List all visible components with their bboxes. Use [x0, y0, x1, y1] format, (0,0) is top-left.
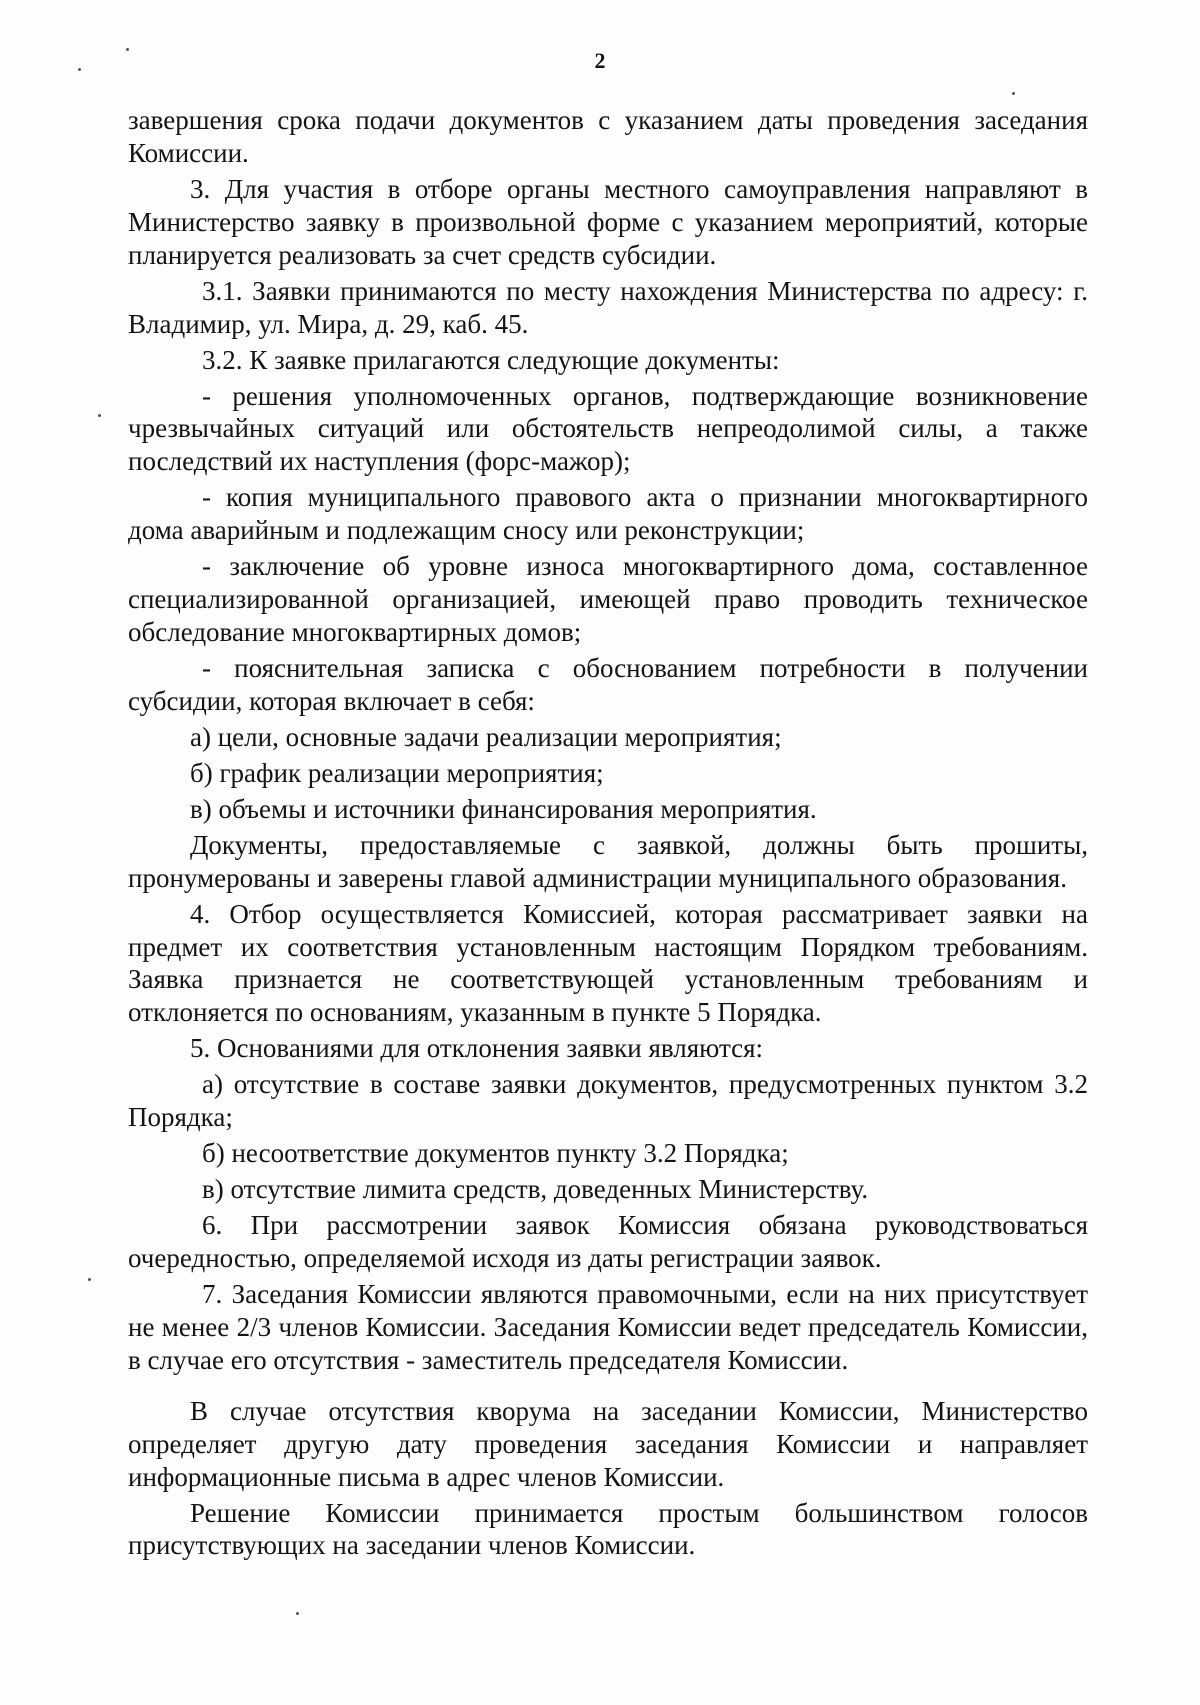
paragraph-item-3: 3. Для участия в отборе органы местного самоуправления направляют в Министерство заявку в произвольной форме с указанием мероприятий, которые планируется реализовать за счет средств субсидии. — [128, 173, 1088, 270]
rejection-reason-a: а) отсутствие в составе заявки документов, предусмотренных пунктом 3.2 Порядка; — [128, 1069, 1088, 1133]
paragraph-quorum: В случае отсутствия кворума на заседании Комиссии, Министерство определяет другую дату проведения заседания Комиссии и направляет информационные письма в адрес членов Комиссии. — [128, 1395, 1088, 1492]
paragraph-continuation: завершения срока подачи документов с указанием даты проведения заседания Комиссии. — [128, 105, 1088, 168]
document-body — [128, 104, 1088, 1565]
scan-speck — [78, 68, 81, 71]
scan-speck — [1012, 92, 1015, 95]
bullet-wear-conclusion: - заключение об уровне износа многоквартирного дома, составленное специализированной организацией, имеющей право проводить техническое обследование многоквартирных домов; — [128, 551, 1088, 648]
subitem-v-financing: в) объемы и источники финансирования мероприятия. — [190, 793, 817, 824]
scan-speck — [98, 414, 101, 417]
page-number: 2 — [594, 48, 606, 73]
rejection-reason-v: в) отсутствие лимита средств, доведенных Министерству. — [202, 1174, 869, 1205]
scan-speck — [296, 1612, 299, 1615]
paragraph-decision: Решение Комиссии принимается простым большинством голосов присутствующих на заседании членов Комиссии. — [128, 1497, 1088, 1561]
bullet-legal-act-copy: - копия муниципального правового акта о признании многоквартирного дома аварийным и подлежащим сносу или реконструкции; — [128, 482, 1088, 546]
paragraph-item-3-2: 3.2. К заявке прилагаются следующие документы: — [202, 344, 780, 375]
bullet-explanatory-note: - пояснительная записка с обоснованием потребности в получении субсидии, которая включает в себя: — [128, 653, 1088, 716]
subitem-b-schedule: б) график реализации мероприятия; — [190, 757, 604, 788]
scan-speck — [88, 1278, 91, 1281]
paragraph-documents-binding: Документы, предоставляемые с заявкой, должны быть прошиты, пронумерованы и заверены главой администрации муниципального образования. — [128, 829, 1088, 893]
paragraph-item-6: 6. При рассмотрении заявок Комиссия обязана руководствоваться очередностью, определяемой исходя из даты регистрации заявок. — [128, 1210, 1088, 1273]
paragraph-item-5: 5. Основаниями для отклонения заявки являются: — [190, 1033, 764, 1064]
scan-speck — [126, 48, 129, 51]
subitem-a-goals: а) цели, основные задачи реализации мероприятия; — [190, 721, 782, 752]
bullet-decisions: - решения уполномоченных органов, подтверждающие возникновение чрезвычайных ситуаций или обстоятельств непреодолимой силы, а также последствий их наступления (форс-мажор); — [128, 380, 1088, 477]
paragraph-item-7: 7. Заседания Комиссии являются правомочными, если на них присутствует не менее 2/3 членов Комиссии. Заседания Комиссии ведет председатель Комиссии, в случае его отсутствия - заместитель председателя Комиссии. — [128, 1278, 1088, 1375]
rejection-reason-b: б) несоответствие документов пункту 3.2 Порядка; — [202, 1138, 789, 1169]
paragraph-item-3-1: 3.1. Заявки принимаются по месту нахождения Министерства по адресу: г. Владимир, ул. Мира, д. 29, каб. 45. — [128, 275, 1088, 339]
paragraph-item-4: 4. Отбор осуществляется Комиссией, которая рассматривает заявки на предмет их соответствия установленным настоящим Порядком требованиям. Заявка признается не соответствующей установленным требованиям и отклоняется по основаниям, указанным в пункте 5 Порядка. — [128, 898, 1088, 1028]
